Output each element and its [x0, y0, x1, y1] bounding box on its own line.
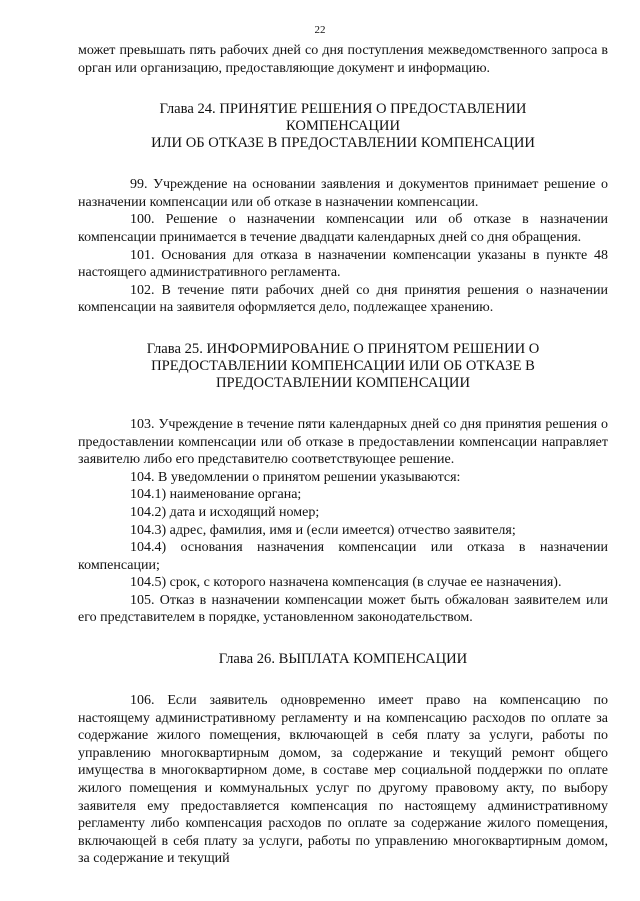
chapter-24-line-1: Глава 24. ПРИНЯТИЕ РЕШЕНИЯ О ПРЕДОСТАВЛЕНИИ: [159, 101, 527, 118]
page-number: 22: [314, 24, 326, 36]
paragraph-104-2: 104.2) дата и исходящий номер;: [130, 504, 320, 520]
chapter-24-line-2: КОМПЕНСАЦИИ: [285, 118, 401, 135]
chapter-24-heading: [78, 101, 608, 152]
paragraph-101: 101. Основания для отказа в назначении компенсации указаны в пункте 48 настоящего административного регламента.: [78, 247, 608, 281]
paragraph-104-3: 104.3) адрес, фамилия, имя и (если имеется) отчество заявителя;: [130, 522, 516, 538]
paragraph-104: 104. В уведомлении о принятом решении указываются:: [130, 469, 461, 485]
chapter-26-heading: [78, 651, 608, 668]
paragraph-104-5: 104.5) срок, с которого назначена компенсация (в случае ее назначения).: [130, 575, 562, 591]
chapter-25-line-2: ПРЕДОСТАВЛЕНИИ КОМПЕНСАЦИИ ИЛИ ОБ ОТКАЗЕ В: [151, 357, 535, 374]
paragraph-104-1: 104.1) наименование органа;: [130, 487, 302, 503]
document-body: [78, 42, 608, 868]
paragraph-105: 105. Отказ в назначении компенсации может быть обжалован заявителем или его представителем в порядке, установленном законодательством.: [78, 592, 608, 626]
paragraph-100: 100. Решение о назначении компенсации или об отказе в назначении компенсации принимается в течение двадцати календарных дней со дня обращения.: [78, 212, 608, 245]
chapter-26-line-1: Глава 26. ВЫПЛАТА КОМПЕНСАЦИИ: [218, 651, 468, 668]
paragraph-99: 99. Учреждение на основании заявления и документов принимает решение о назначении компенсации или об отказе в назначении компенсации.: [78, 177, 608, 210]
paragraph-102: 102. В течение пяти рабочих дней со дня принятия решения о назначении компенсации на заявителя оформляется дело, подлежащее хранению.: [78, 282, 608, 316]
intro-paragraph: может превышать пять рабочих дней со дня поступления межведомственного запроса в орган или организацию, предоставляющие документ и информацию.: [78, 43, 608, 76]
chapter-25-line-1: Глава 25. ИНФОРМИРОВАНИЕ О ПРИНЯТОМ РЕШЕНИИ О: [146, 340, 540, 357]
paragraph-104-4: 104.4) основания назначения компенсации или отказа в назначении компенсации;: [78, 540, 608, 573]
chapter-25-heading: [78, 341, 608, 392]
chapter-24-line-3: ИЛИ ОБ ОТКАЗЕ В ПРЕДОСТАВЛЕНИИ КОМПЕНСАЦИИ: [151, 135, 535, 152]
chapter-25-line-3: ПРЕДОСТАВЛЕНИИ КОМПЕНСАЦИИ: [215, 374, 470, 391]
paragraph-103: 103. Учреждение в течение пяти календарных дней со дня принятия решения о предоставлении компенсации или об отказе в предоставлении компенсации направляет заявителю либо его представителю соответствующее решение.: [78, 416, 608, 468]
paragraph-106: 106. Если заявитель одновременно имеет право на компенсацию по настоящему административному регламенту и на компенсацию расходов по оплате за содержание жилого помещения, включающей в себя плату за услуги, работы по управлению многоквартирным домом, за содержание и текущий ремонт общего имущества в многоквартирном доме, в составе мер социальной поддержки по оплате жилого помещения и коммунальных услуг по другому правовому акту, по выбору заявителя ему предоставляется компенсация по настоящему административному регламенту либо компенсация расходов по оплате за содержание жилого помещения, включающей в себя плату за услуги, работы по управлению многоквартирным домом, за содержание и текущий: [78, 693, 608, 867]
